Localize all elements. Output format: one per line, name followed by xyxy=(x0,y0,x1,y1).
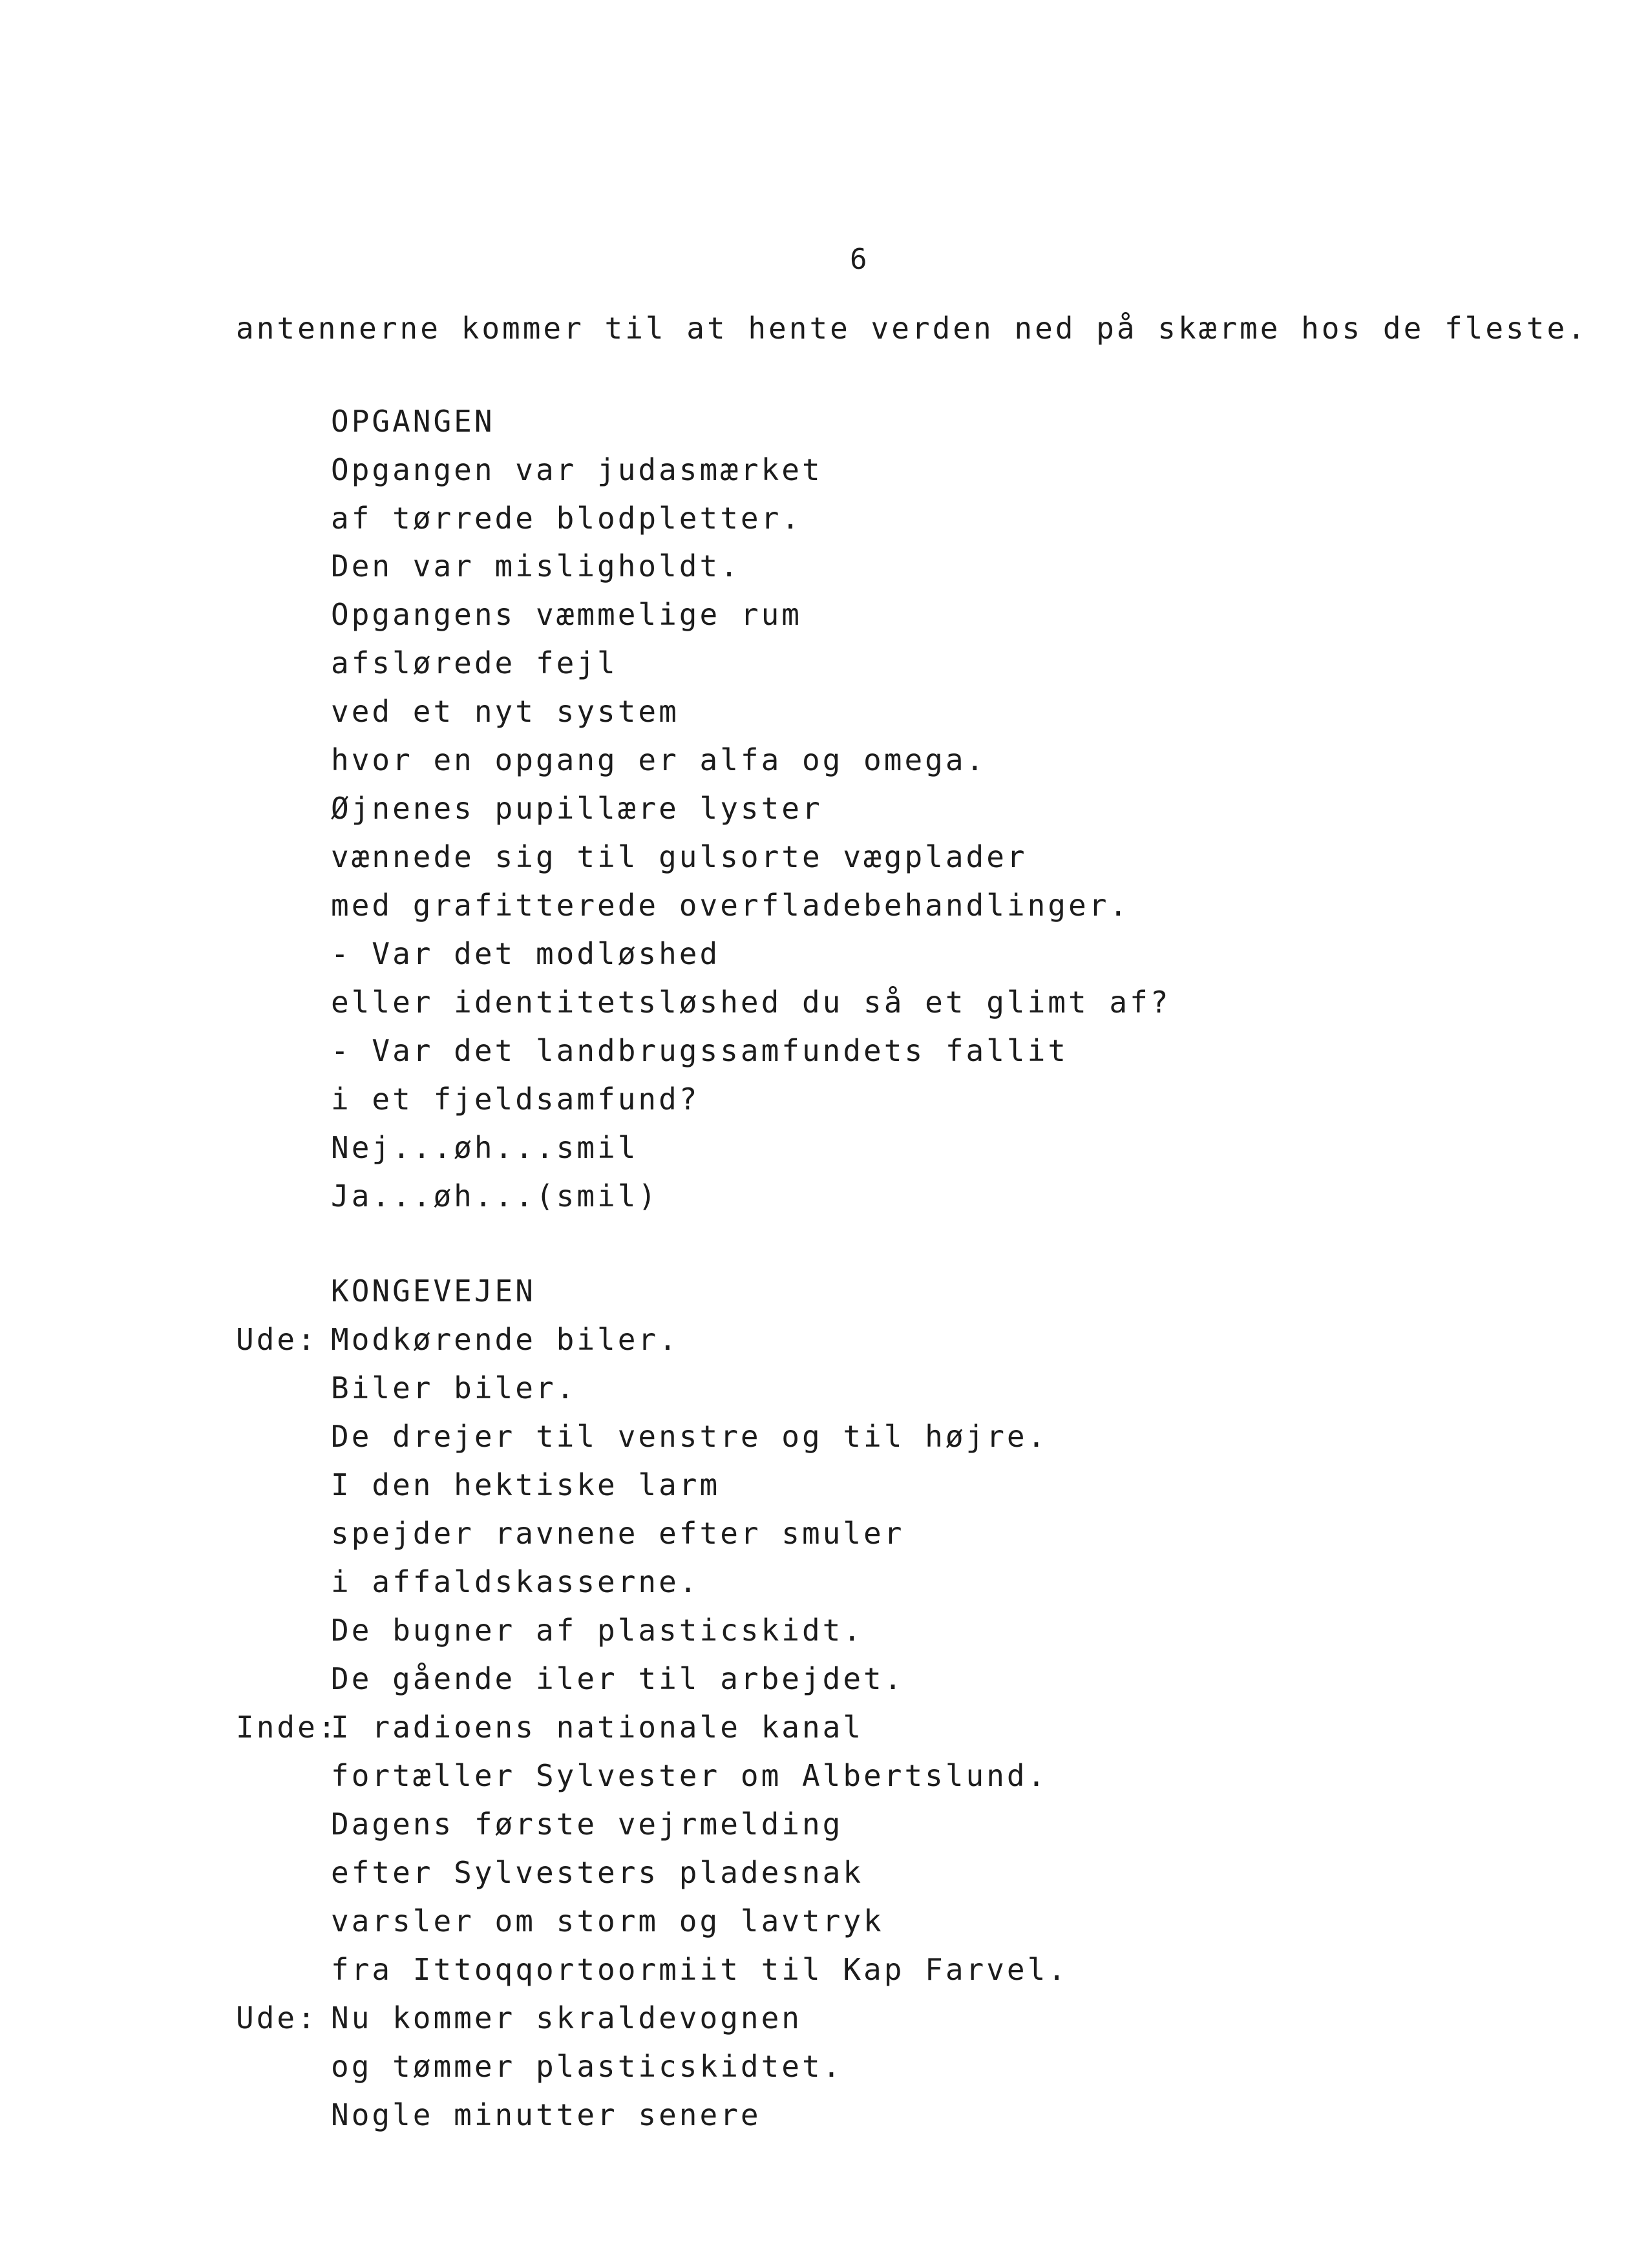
poem-line: De drejer til venstre og til højre. xyxy=(331,1419,1048,1454)
poem-line: med grafitterede overfladebehandlinger. xyxy=(331,888,1130,923)
poem-line: Dagens første vejrmelding xyxy=(331,1807,843,1842)
section-title-opgangen: OPGANGEN xyxy=(331,404,495,439)
poem-line: vænnede sig til gulsorte vægplader xyxy=(331,839,1028,874)
poem-line: i affaldskasserne. xyxy=(331,1564,700,1599)
poem-line: Nogle minutter senere xyxy=(331,2097,761,2132)
poem-line: Biler biler. xyxy=(331,1370,577,1405)
poem-line: Nu kommer skraldevognen xyxy=(331,2000,802,2035)
poem-line: I den hektiske larm xyxy=(331,1467,721,1502)
speaker-label-ude: Ude: xyxy=(236,2000,318,2035)
poem-line: Den var misligholdt. xyxy=(331,549,741,583)
poem-line: - Var det modløshed xyxy=(331,936,721,971)
poem-line: af tørrede blodpletter. xyxy=(331,501,802,536)
poem-line: fortæller Sylvester om Albertslund. xyxy=(331,1758,1048,1793)
page-number: 6 xyxy=(850,243,867,276)
poem-line: - Var det landbrugssamfundets fallit xyxy=(331,1033,1068,1068)
poem-line: fra Ittoqqortoormiit til Kap Farvel. xyxy=(331,1952,1068,1987)
poem-line: ved et nyt system xyxy=(331,694,679,729)
poem-line: efter Sylvesters pladesnak xyxy=(331,1855,864,1890)
poem-line: Øjnenes pupillære lyster xyxy=(331,791,823,826)
poem-line: afslørede fejl xyxy=(331,646,618,680)
poem-line: eller identitetsløshed du så et glimt af? xyxy=(331,985,1171,1020)
poem-line: I radioens nationale kanal xyxy=(331,1710,864,1745)
poem-line: De gående iler til arbejdet. xyxy=(331,1661,905,1696)
section-title-kongevejen: KONGEVEJEN xyxy=(331,1274,536,1308)
speaker-label-inde: Inde: xyxy=(236,1710,339,1745)
speaker-label-ude: Ude: xyxy=(236,1322,318,1357)
poem-line: spejder ravnene efter smuler xyxy=(331,1516,905,1551)
poem-line: i et fjeldsamfund? xyxy=(331,1082,700,1117)
poem-line: Modkørende biler. xyxy=(331,1322,679,1357)
poem-line: hvor en opgang er alfa og omega. xyxy=(331,742,987,777)
lead-line: antennerne kommer til at hente verden ned på skærme hos de fleste. xyxy=(236,311,1588,346)
poem-line: Opgangen var judasmærket xyxy=(331,452,823,487)
poem-line: Ja...øh...(smil) xyxy=(331,1179,659,1213)
poem-line: Nej...øh...smil xyxy=(331,1130,639,1165)
poem-line: De bugner af plasticskidt. xyxy=(331,1613,864,1648)
poem-line: Opgangens væmmelige rum xyxy=(331,597,802,632)
poem-line: og tømmer plasticskidtet. xyxy=(331,2049,843,2084)
poem-line: varsler om storm og lavtryk xyxy=(331,1904,884,1938)
